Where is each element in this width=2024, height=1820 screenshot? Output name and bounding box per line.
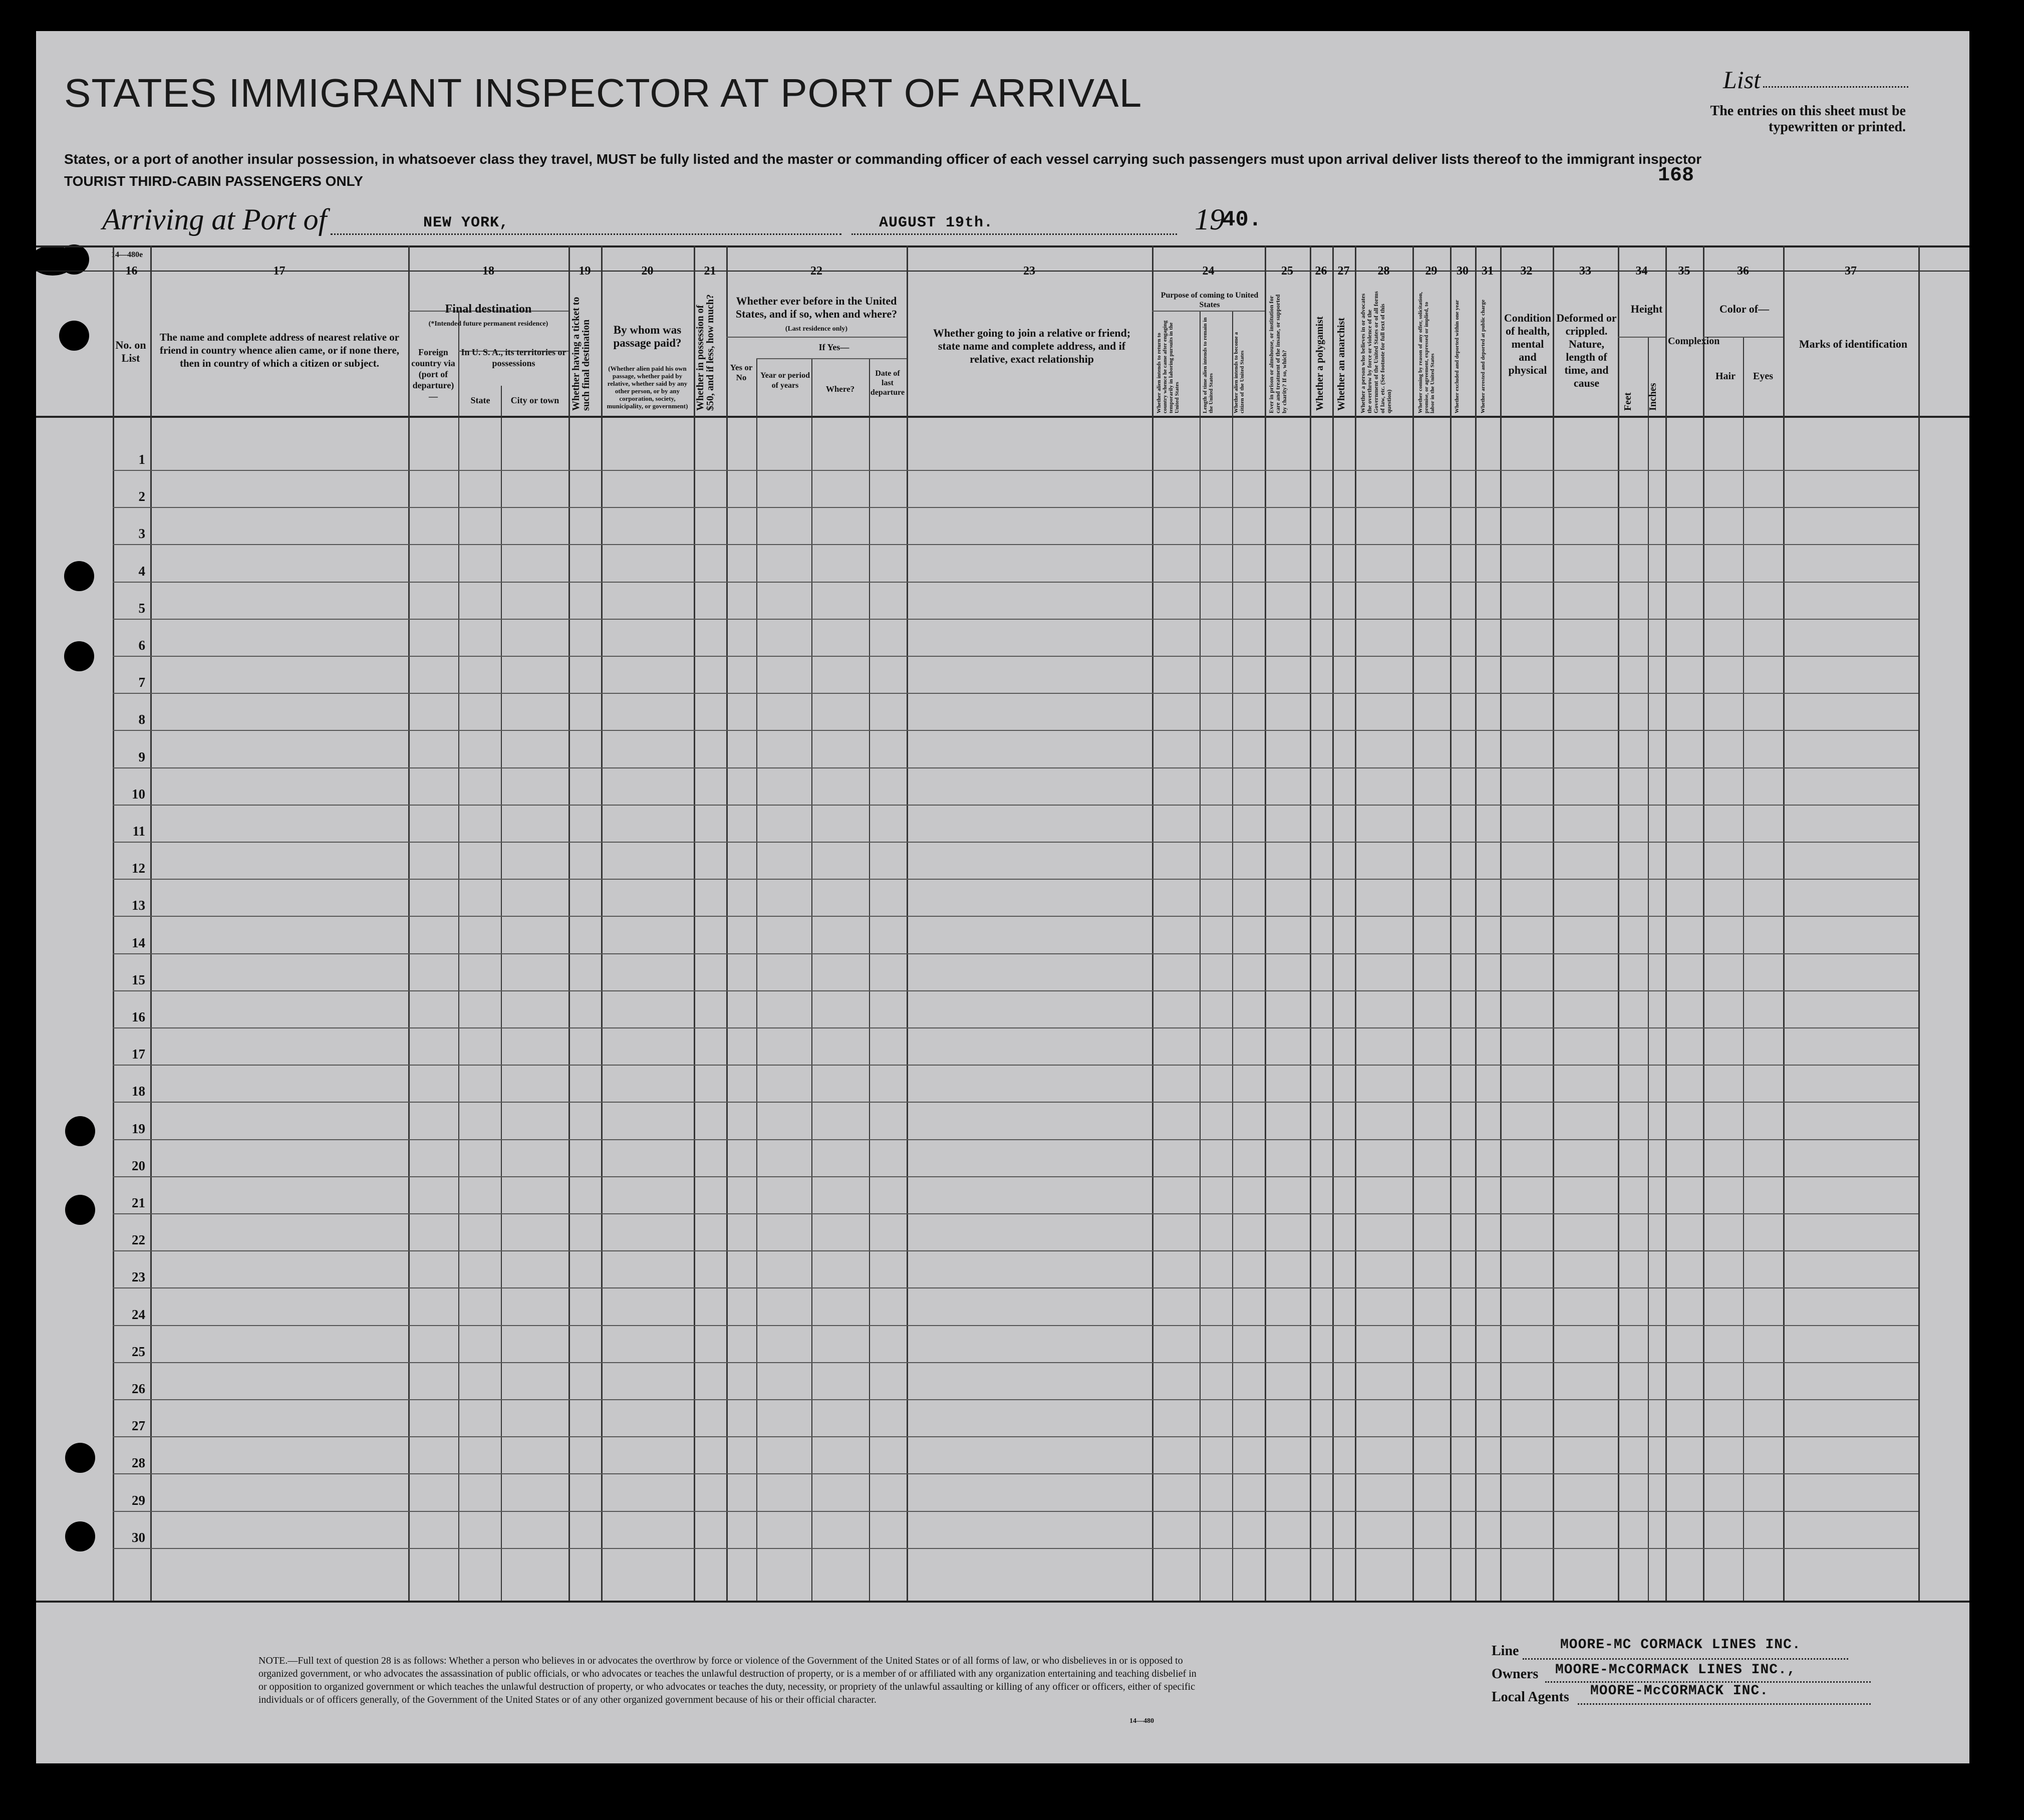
row-rule — [113, 842, 1918, 843]
owners-field — [1545, 1681, 1871, 1683]
list-field-line — [1763, 86, 1908, 88]
row-number: 6 — [138, 638, 145, 653]
col-22-ifyes: If Yes— — [818, 342, 849, 352]
agents-field — [1578, 1703, 1871, 1705]
header-subrule — [1618, 337, 1665, 338]
row-number: 21 — [132, 1195, 145, 1210]
column-rule — [1500, 245, 1502, 1601]
row-rule — [113, 767, 1918, 768]
column-number: 18 — [482, 265, 494, 278]
col-36-title: Color of— — [1719, 303, 1770, 315]
row-number: 7 — [138, 675, 145, 690]
row-rule — [113, 1473, 1918, 1474]
col-24-b: Length of time alien intends to remain in the United States — [1202, 317, 1214, 413]
column-rule — [150, 245, 152, 1601]
row-rule — [113, 693, 1918, 694]
col-36-eyes: Eyes — [1753, 371, 1773, 382]
column-rule — [726, 245, 728, 1601]
column-number: 29 — [1425, 265, 1437, 278]
col-18-usa: In U. S. A., its territories or possessions — [461, 347, 566, 368]
line-field — [1523, 1658, 1848, 1660]
col-31-header: Whether arrested and deported at public charge — [1480, 300, 1486, 413]
column-number: 19 — [579, 265, 591, 278]
row-number: 1 — [138, 452, 145, 467]
row-rule — [113, 619, 1918, 620]
col-33-header: Deformed or crippled. Nature, length of time, and cause — [1556, 312, 1617, 389]
column-number: 28 — [1377, 265, 1390, 278]
row-rule — [113, 656, 1918, 657]
list-number: 168 — [1658, 164, 1694, 187]
row-rule — [113, 544, 1918, 545]
column-rule — [1355, 245, 1356, 1601]
column-rule — [1152, 245, 1153, 1601]
list-label: List — [1723, 66, 1761, 94]
row-rule — [113, 916, 1918, 917]
column-number: 33 — [1579, 265, 1591, 278]
column-rule — [1918, 245, 1920, 1601]
row-number: 12 — [132, 861, 145, 876]
row-number: 3 — [138, 526, 145, 542]
row-rule — [113, 805, 1918, 806]
col-35-header: Complexion — [1668, 336, 1720, 347]
row-number: 13 — [132, 898, 145, 913]
subcolumn-rule — [458, 311, 459, 1601]
punch-hole — [65, 1521, 95, 1551]
col-22-where: Where? — [825, 384, 855, 394]
col-34-inches: Inches — [1647, 383, 1658, 411]
column-rule — [1450, 245, 1452, 1601]
header-bottom-border — [36, 416, 1969, 418]
col-34-feet: Feet — [1622, 392, 1633, 411]
col-37-header: Marks of identification — [1799, 338, 1908, 350]
passenger-class: TOURIST THIRD-CABIN PASSENGERS ONLY — [64, 173, 363, 189]
row-rule — [113, 730, 1918, 731]
column-rule — [1310, 245, 1311, 1601]
col-22-period: Year or period of years — [760, 371, 810, 390]
column-number: 20 — [641, 265, 654, 278]
punch-hole — [64, 641, 94, 671]
col-22-subtitle: (Last residence only) — [785, 325, 848, 333]
header-subrule — [756, 358, 907, 359]
row-rule — [113, 1362, 1918, 1363]
row-number: 26 — [132, 1381, 145, 1396]
question-28-note: NOTE.—Full text of question 28 is as follows: Whether a person who believes in or advocates the overthrow by force or violence of the Government of the United States or of all forms of law, or who disbelieves in or is opposed to organized government, or who advocates the assassination of public officials, or who advocates or teaches the unlawful destruction of property, or is a member of or affiliated with any organization entertaining and teaching disbelief in or opposition to organized government or which teaches the unlawful destruction of property, or who advocates or teaches the duty, necessity, or propriety of the unlawful assaulting or killing of any officer or officers, either of specific individuals or of officers generally, of the Government of the United States or of any other organized government because of his or their official character. — [258, 1655, 1197, 1705]
row-number: 20 — [132, 1158, 145, 1173]
row-number: 5 — [138, 600, 145, 616]
column-number: 27 — [1337, 265, 1350, 278]
typewritten-note: The entries on this sheet must be typewritten or printed. — [1710, 103, 1906, 135]
column-rule — [568, 245, 570, 1601]
column-number: 36 — [1737, 265, 1749, 278]
punch-hole — [65, 1195, 95, 1225]
col-18-title: Final destination — [445, 303, 532, 316]
col-24-a: Whether alien intends to return to country whence he came after engaging temporarily in laboring pursuits in the United States — [1156, 320, 1180, 413]
instruction-line: States, or a port of another insular possession, in whatsoever class they travel, MUST be fully listed and the master or commanding officer of each vessel carrying such passengers must upon arrival deliver lists thereof to the immigrant inspector — [64, 151, 1702, 167]
row-number: 22 — [132, 1232, 145, 1248]
row-rule — [113, 1176, 1918, 1177]
column-rule — [601, 245, 603, 1601]
row-number: 16 — [132, 1009, 145, 1024]
port-value: NEW YORK, — [423, 214, 509, 231]
col-26-header: Whether a polygamist — [1314, 316, 1325, 411]
column-number: 24 — [1202, 265, 1215, 278]
owners-label: Owners — [1492, 1666, 1539, 1682]
column-rule — [694, 245, 695, 1601]
row-rule — [113, 1250, 1918, 1251]
row-rule — [113, 953, 1918, 954]
row-rule — [113, 1287, 1918, 1288]
column-rule — [907, 245, 908, 1601]
row-number: 4 — [138, 563, 145, 579]
row-number: 15 — [132, 972, 145, 987]
header-subrule — [1152, 311, 1265, 312]
owners-value: MOORE-McCORMACK LINES INC., — [1555, 1662, 1796, 1678]
column-number: 25 — [1281, 265, 1293, 278]
row-rule — [113, 1213, 1918, 1214]
column-number: 23 — [1023, 265, 1035, 278]
col-18-subtitle: (*Intended future permanent residence) — [428, 320, 548, 328]
port-field-line — [331, 233, 841, 235]
col-30-header: Whether excluded and deported within one year — [1454, 300, 1460, 413]
row-rule — [113, 1102, 1918, 1103]
col-18-city: City or town — [510, 395, 559, 405]
column-number: 35 — [1678, 265, 1690, 278]
subcolumn-rule — [1743, 337, 1744, 1601]
subcolumn-rule — [1200, 311, 1201, 1601]
col-23-header: Whether going to join a relative or friend; state name and complete address, and if relative, exact relationship — [933, 327, 1131, 365]
column-rule — [1553, 245, 1554, 1601]
punch-hole — [65, 1443, 95, 1473]
column-rule — [1665, 245, 1667, 1601]
form-code: 14—480e — [111, 250, 143, 259]
subcolumn-rule — [1232, 311, 1233, 1601]
agents-value: MOORE-McCORMACK INC. — [1590, 1683, 1769, 1699]
column-rule — [1703, 245, 1704, 1601]
col-25-header: Ever in prison or almshouse, or institution for care and treatment of the insane, or supported by charity? If so, which? — [1268, 294, 1288, 413]
table-bottom-border — [36, 1601, 1969, 1603]
col-17-header: The name and complete address of nearest relative or friend in country whence alien came, or if none there, then in country of which a citizen or subject. — [159, 331, 400, 369]
column-rule — [408, 245, 410, 1601]
col-32-header: Condition of health, mental and physical — [1504, 312, 1552, 376]
row-rule — [113, 1065, 1918, 1066]
column-number: 37 — [1845, 265, 1857, 278]
column-number: 31 — [1482, 265, 1494, 278]
row-number: 2 — [138, 489, 145, 504]
page-title: STATES IMMIGRANT INSPECTOR AT PORT OF ARRIVAL — [64, 71, 1142, 115]
col-18-state: State — [470, 395, 490, 405]
column-number: 26 — [1315, 265, 1327, 278]
column-number: 21 — [704, 265, 716, 278]
row-rule — [113, 1325, 1918, 1326]
column-rule — [1332, 245, 1334, 1601]
row-number: 29 — [132, 1492, 145, 1508]
date-value: AUGUST 19th. — [879, 214, 994, 231]
date-field-line — [851, 233, 1177, 235]
manifest-sheet — [36, 31, 1969, 1763]
subcolumn-rule — [501, 386, 502, 1601]
year-suffix: 40. — [1222, 207, 1262, 232]
row-number: 18 — [132, 1084, 145, 1099]
row-rule — [113, 1399, 1918, 1400]
line-label: Line — [1492, 1643, 1519, 1659]
col-22-yesno: Yes or No — [730, 363, 753, 382]
subcolumn-rule — [1648, 337, 1649, 1601]
column-number: 16 — [125, 265, 138, 278]
row-rule — [113, 1027, 1918, 1028]
col-18-foreign: Foreign country via (port of departure)— — [411, 347, 455, 401]
column-number: 30 — [1457, 265, 1469, 278]
row-number: 11 — [132, 824, 145, 839]
row-number: 24 — [132, 1307, 145, 1322]
col-16-header: No. on List — [115, 339, 146, 364]
column-number: 17 — [273, 265, 285, 278]
row-number: 19 — [132, 1121, 145, 1136]
col-24-c: Whether alien intends to become a citizen of the United States — [1233, 332, 1245, 413]
column-number: 34 — [1635, 265, 1648, 278]
year-prefix: 19 — [1195, 203, 1225, 236]
col-29-header: Whether coming by reason of any offer, solicitation, promise, or agreement, expressed or implied, to labor in the United States — [1417, 292, 1435, 413]
column-rule — [113, 245, 114, 1601]
row-number: 17 — [132, 1047, 145, 1062]
column-rule — [1475, 245, 1477, 1601]
row-rule — [113, 470, 1918, 471]
col-20-header: By whom was passage paid? — [613, 324, 682, 349]
col-36-hair: Hair — [1715, 371, 1736, 382]
col-28-header: Whether a person who believes in or advocates the overthrow by force or violence of the Government of the United States or of all forms of law, etc. (See footnote for full text of this question) — [1359, 291, 1392, 413]
punch-hole — [65, 1116, 95, 1146]
col-22-title: Whether ever before in the United States, and if so, when and where? — [735, 295, 898, 320]
row-number: 23 — [132, 1269, 145, 1285]
row-rule — [113, 1548, 1918, 1549]
column-rule — [1265, 245, 1266, 1601]
col-21-header: Whether in possession of $50, and if less, how much? — [695, 294, 716, 411]
row-rule — [113, 1139, 1918, 1140]
col-27-header: Whether an anarchist — [1336, 318, 1347, 411]
row-number: 25 — [132, 1344, 145, 1359]
row-number: 14 — [132, 935, 145, 950]
footer-form-code: 14—480 — [1129, 1717, 1154, 1725]
row-rule — [113, 990, 1918, 991]
col-20-subtitle: (Whether alien paid his own passage, whether paid by relative, whether said by any other person, or by any corporation, society, municipality, or government) — [607, 365, 688, 410]
punch-hole — [59, 321, 89, 351]
col-24-title: Purpose of coming to United States — [1161, 291, 1259, 309]
row-number: 28 — [132, 1455, 145, 1471]
row-rule — [113, 1436, 1918, 1437]
column-rule — [1618, 245, 1619, 1601]
line-value: MOORE-MC CORMACK LINES INC. — [1560, 1637, 1801, 1653]
row-rule — [113, 1511, 1918, 1512]
row-number: 30 — [132, 1529, 145, 1545]
col-22-date: Date of last departure — [870, 369, 905, 397]
header-subrule — [726, 337, 907, 338]
row-rule — [113, 507, 1918, 508]
col-34-title: Height — [1630, 303, 1663, 315]
row-number: 8 — [138, 712, 145, 727]
col-19-header: Whether having a ticket to such final destination — [570, 297, 592, 411]
arriving-label: Arriving at Port of — [102, 203, 327, 236]
row-rule — [113, 582, 1918, 583]
column-number: 32 — [1520, 265, 1533, 278]
column-number: 22 — [810, 265, 822, 278]
column-rule — [1412, 245, 1414, 1601]
row-number: 9 — [138, 749, 145, 764]
row-number: 27 — [132, 1418, 145, 1434]
agents-label: Local Agents — [1492, 1689, 1569, 1705]
column-rule — [1783, 245, 1785, 1601]
row-number: 10 — [132, 786, 145, 802]
row-rule — [113, 879, 1918, 880]
punch-hole — [64, 561, 94, 591]
table-top-border — [36, 245, 1969, 247]
